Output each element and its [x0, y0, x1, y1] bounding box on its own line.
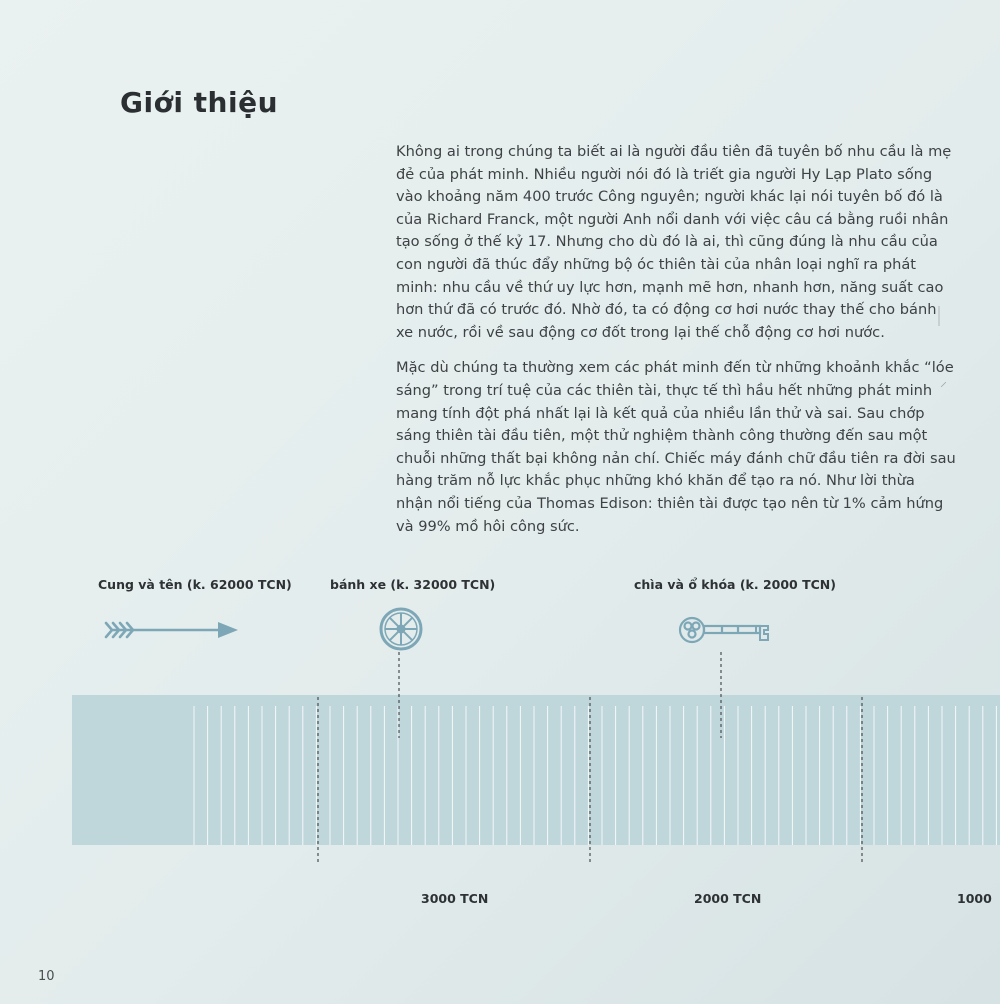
intro-paragraph-1: Không ai trong chúng ta biết ai là người đầu tiên đã tuyên bố nhu cầu là mẹ đẻ của phát minh. Nhiều người nói đó là triết gia người Hy Lạp Plato sống vào khoảng năm 400 trước Công nguyên; người khác lại nói tuyên bố đó là của Richard Franck, một người Anh nổi danh với việc câu cá bằng ruồi nhân tạo sống ở thế kỷ 17. Nhưng cho dù đó là ai, thì cũng đúng là nhu cầu của con người đã thúc đẩy những bộ óc thiên tài của nhân loại nghĩ ra phát minh: nhu cầu về thứ uy lực hơn, mạnh mẽ hơn, nhanh hơn, năng suất cao hơn thứ đã có trước đó. Nhờ đó, ta có động cơ hơi nước thay thế cho bánh xe nước, rồi về sau động cơ đốt trong lại thế chỗ động cơ hơi nước.	[396, 143, 952, 341]
ink-speck: ⸝	[940, 373, 947, 389]
intro-paragraph-2: Mặc dù chúng ta thường xem các phát minh đến từ những khoảnh khắc “lóe sáng” trong trí tuệ của các thiên tài, thực tế thì hầu hết những phát minh mang tính đột phá nhất lại là kết quả của nhiều lần thử và sai. Sau chớp sáng thiên tài đầu tiên, một thử nghiệm thành công thường đến sau một chuỗi những thất bại không nản chí. Chiếc máy đánh chữ đầu tiên ra đời sau hàng trăm nỗ lực khắc phục những khó khăn để tạo ra nó. Như lời thừa nhận nổi tiếng của Thomas Edison: thiên tài được tạo nên từ 1% cảm hứng và 99% mồ hôi công sức.	[396, 359, 956, 535]
year-label-3000: 3000 TCN	[421, 891, 489, 906]
page-title: Giới thiệu	[120, 86, 279, 119]
page-number: 10	[38, 969, 55, 984]
year-label-2000: 2000 TCN	[694, 891, 762, 906]
timeline-label-bow: Cung và tên (k. 62000 TCN)	[98, 577, 292, 592]
year-label-1000: 1000	[957, 891, 992, 906]
timeline-label-wheel: bánh xe (k. 32000 TCN)	[330, 577, 496, 592]
timeline-label-key: chìa và ổ khóa (k. 2000 TCN)	[634, 577, 836, 592]
